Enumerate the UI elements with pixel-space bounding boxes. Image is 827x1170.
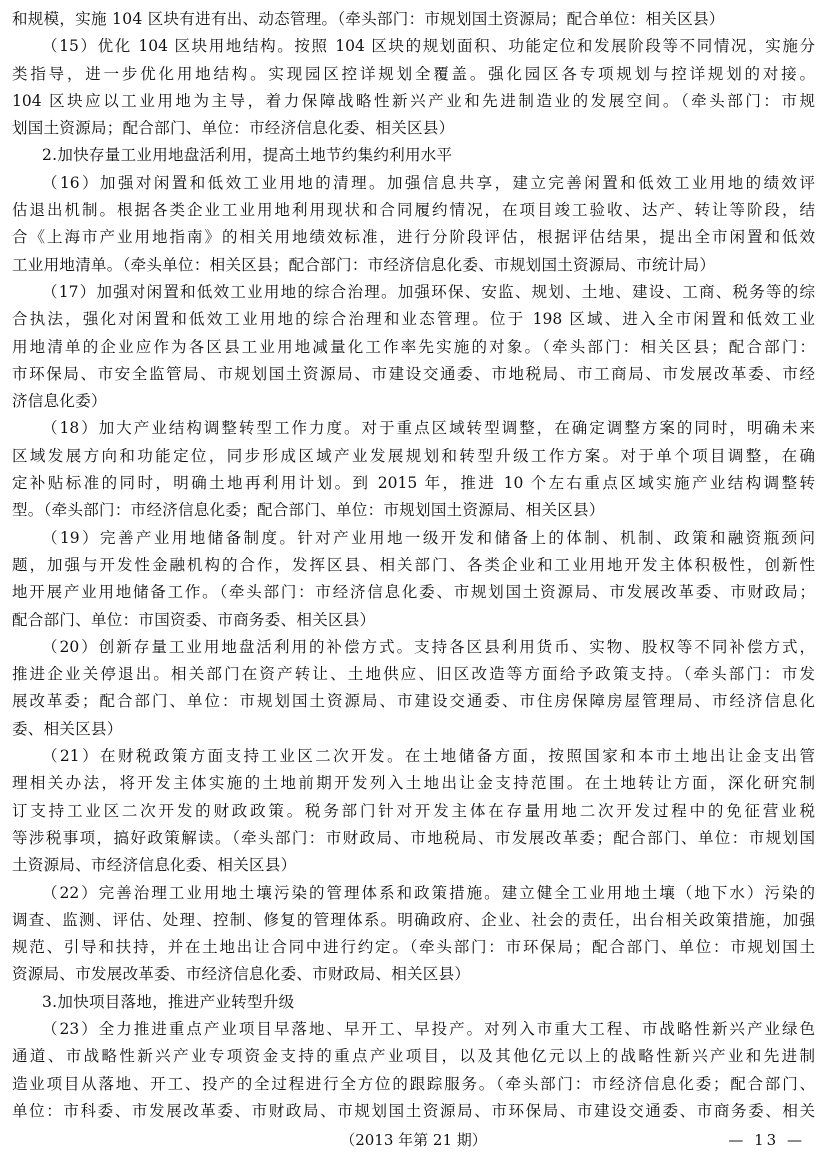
page-footer (0, 1128, 827, 1152)
text-line: 2.加快存量工业用地盘活利用，提高土地节约集约利用水平 (42, 146, 453, 165)
text-line: （16）加强对闲置和低效工业用地的清理。加强信息共享，建立完善闲置和低效工业用地的绩效评 (42, 173, 815, 192)
text-line: 和规模，实施 104 区块有进有出、动态管理。（牵头部门：市规划国土资源局；配合单位：相关区县） (12, 10, 725, 28)
text-line: 资源局、市发展改革委、市经济信息化委、市财政局、相关区县） (12, 965, 471, 984)
text-line: （18）加大产业结构调整转型工作力度。对于重点区域转型调整，在确定调整方案的同时，明确未来 (42, 419, 815, 438)
text-line: 单位：市科委、市发展改革委、市财政局、市规划国土资源局、市环保局、市建设交通委、市商务委、相关 (12, 1101, 815, 1120)
text-line: 定补贴标准的同时，明确土地再利用计划。到 2015 年，推进 10 个左右重点区域实施产业结构调整转 (12, 474, 815, 493)
text-line: 104 区块应以工业用地为主导，着力保障战略性新兴产业和先进制造业的发展空间。（牵头部门：市规 (12, 91, 815, 110)
document-body (12, 6, 815, 1125)
text-line: 区域发展方向和功能定位，同步形成区域产业发展规划和转型升级工作方案。对于单个项目调整，在确 (12, 446, 815, 465)
text-line: 订支持工业区二次开发的财政政策。税务部门针对开发主体在存量用地二次开发过程中的免征营业税 (12, 801, 815, 820)
text-line: 工业用地清单。（牵头单位：相关区县；配合部门：市经济信息化委、市规划国土资源局、市统计局） (12, 255, 716, 274)
text-line: 合执法，强化对闲置和低效工业用地的综合治理和业态管理。位于 198 区域、进入全市闲置和低效工业 (12, 310, 815, 329)
text-line: 通道、市战略性新兴产业专项资金支持的重点产业项目，以及其他亿元以上的战略性新兴产业和先进制 (12, 1047, 815, 1066)
text-line: 展改革委；配合部门、单位：市规划国土资源局、市建设交通委、市住房保障房屋管理局、市经济信息化 (12, 692, 815, 711)
text-line: 合《上海市产业用地指南》的相关用地绩效标准，进行分阶段评估，根据评估结果，提出全市闲置和低效 (12, 228, 815, 247)
text-line: 委、相关区县） (12, 719, 123, 738)
text-line: 等涉税事项，搞好政策解读。（牵头部门：市财政局、市地税局、市发展改革委；配合部门、单位：市规划国 (12, 828, 815, 847)
text-line: 划国土资源局；配合部门、单位：市经济信息化委、相关区县） (12, 119, 455, 138)
text-line: 地开展产业用地储备工作。（牵头部门：市经济信息化委、市规划国土资源局、市发展改革委、市财政局； (12, 583, 815, 602)
text-line: 规范、引导和扶持，并在土地出让合同中进行约定。（牵头部门：市环保局；配合部门、单位：市规划国土 (12, 938, 815, 957)
text-line: 3.加快项目落地，推进产业转型升级 (42, 992, 295, 1011)
text-line: 推进企业关停退出。相关部门在资产转让、土地供应、旧区改造等方面给予政策支持。（牵头部门：市发 (12, 665, 815, 684)
text-line: （20）创新存量工业用地盘活利用的补偿方式。支持各区县利用货币、实物、股权等不同补偿方式， (42, 637, 815, 656)
text-line: （21）在财税政策方面支持工业区二次开发。在土地储备方面，按照国家和本市土地出让金支出管 (42, 747, 815, 766)
text-line: （23）全力推进重点产业项目早落地、早开工、早投产。对列入市重大工程、市战略性新兴产业绿色 (42, 1019, 815, 1038)
text-line: 题，加强与开发性金融机构的合作，发挥区县、相关部门、各类企业和工业用地开发主体积极性，创新性 (12, 555, 815, 574)
text-line: 调查、监测、评估、处理、控制、修复的管理体系。明确政府、企业、社会的责任，出台相关政策措施，加强 (12, 910, 815, 929)
text-line: 造业项目从落地、开工、投产的全过程进行全方位的跟踪服务。（牵头部门：市经济信息化委；配合部门、 (12, 1074, 815, 1093)
text-line: 配合部门、单位：市国资委、市商务委、相关区县） (12, 610, 376, 629)
text-line: 用地清单的企业应作为各区县工业用地减量化工作率先实施的对象。（牵头部门：相关区县；配合部门： (12, 337, 815, 356)
text-line: 估退出机制。根据各类企业工业用地利用现状和合同履约情况，在项目竣工验收、达产、转让等阶段，结 (12, 201, 815, 220)
text-line: （22）完善治理工业用地土壤污染的管理体系和政策措施。建立健全工业用地土壤（地下水）污染的 (42, 883, 815, 902)
issue-label: （2013 年第 21 期） (340, 1131, 487, 1149)
text-line: （19）完善产业用地储备制度。针对产业用地一级开发和储备上的体制、机制、政策和融资瓶颈问 (42, 528, 815, 547)
text-line: 类指导，进一步优化用地结构。实现园区控详规划全覆盖。强化园区各专项规划与控详规划的对接。 (12, 64, 815, 83)
text-line: （17）加强对闲置和低效工业用地的综合治理。加强环保、安监、规划、土地、建设、工商、税务等的综 (42, 282, 815, 301)
text-line: 济信息化委） (12, 392, 107, 411)
page-number: — 13 — (728, 1131, 805, 1149)
text-line: 理相关办法，将开发主体实施的土地前期开发列入土地出让金支持范围。在土地转让方面，深化研究制 (12, 774, 815, 793)
text-line: 型。（牵头部门：市经济信息化委；配合部门、单位：市规划国土资源局、相关区县） (12, 501, 605, 520)
text-line: （15）优化 104 区块用地结构。按照 104 区块的规划面积、功能定位和发展阶段等不同情况，实施分 (42, 37, 815, 56)
text-line: 土资源局、市经济信息化委、相关区县） (12, 856, 297, 875)
text-line: 市环保局、市安全监管局、市规划国土资源局、市建设交通委、市地税局、市工商局、市发展改革委、市经 (12, 364, 815, 383)
